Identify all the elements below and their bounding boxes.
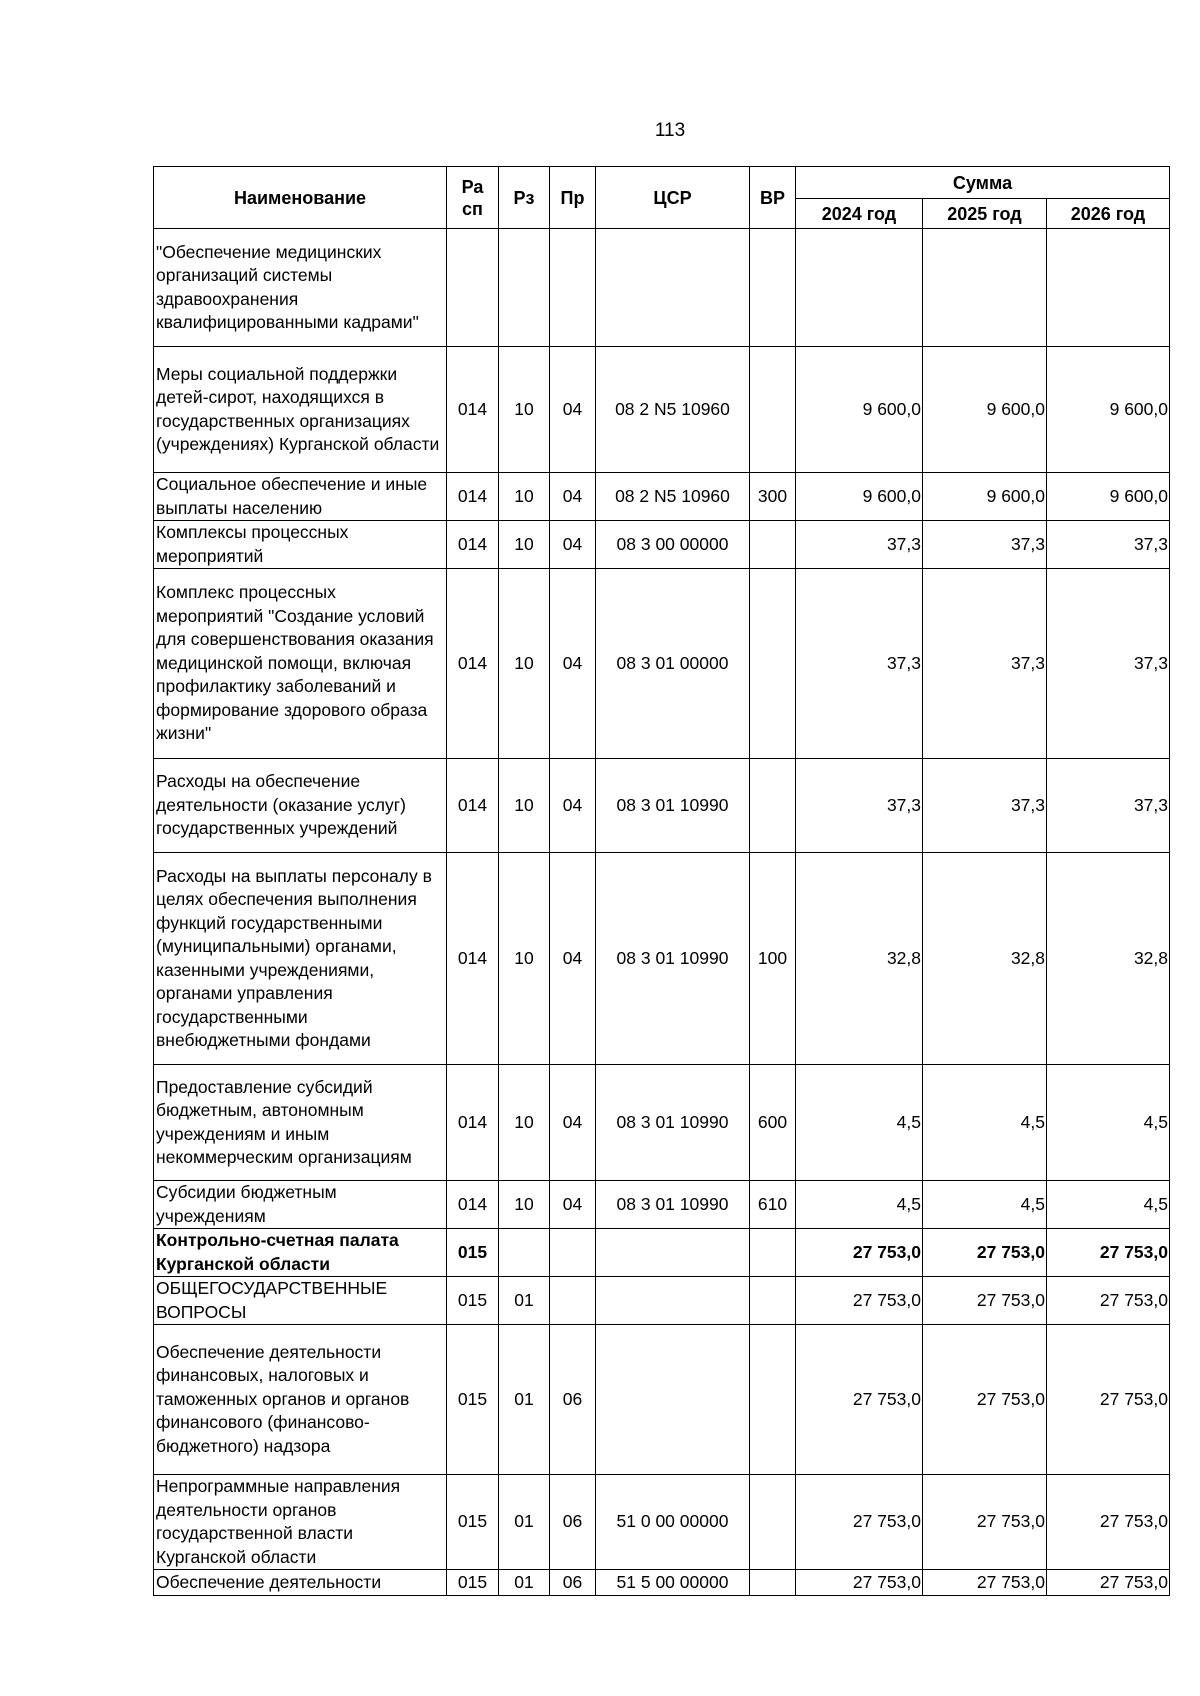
header-rasp <box>447 167 499 229</box>
cell-sum-2026: 27 753,0 <box>1047 1277 1170 1325</box>
cell-csr <box>596 1277 750 1325</box>
header-pr: Пр <box>550 167 596 229</box>
cell-sum-2026: 37,3 <box>1047 521 1170 569</box>
cell-sum-2024: 27 753,0 <box>796 1325 923 1475</box>
cell-sum-2025: 27 753,0 <box>923 1475 1047 1570</box>
cell-rz: 10 <box>499 853 550 1065</box>
cell-rasp: 015 <box>447 1325 499 1475</box>
cell-csr: 08 2 N5 10960 <box>596 347 750 473</box>
cell-sum-2024: 32,8 <box>796 853 923 1065</box>
cell-vr <box>750 1570 796 1596</box>
cell-name: Комплексы процессных мероприятий <box>154 521 447 569</box>
table-row <box>154 1570 1170 1596</box>
cell-vr <box>750 569 796 759</box>
cell-rasp: 014 <box>447 473 499 521</box>
cell-rz: 01 <box>499 1325 550 1475</box>
cell-sum-2025: 37,3 <box>923 759 1047 853</box>
header-year-2026: 2026 год <box>1047 199 1170 229</box>
cell-sum-2024: 37,3 <box>796 759 923 853</box>
table-row <box>154 569 1170 759</box>
table-row <box>154 521 1170 569</box>
cell-vr: 600 <box>750 1065 796 1181</box>
cell-rasp: 014 <box>447 569 499 759</box>
cell-name: ОБЩЕГОСУДАРСТВЕННЫЕ ВОПРОСЫ <box>154 1277 447 1325</box>
cell-sum-2024: 27 753,0 <box>796 1229 923 1277</box>
cell-sum-2024 <box>796 229 923 347</box>
cell-sum-2024: 27 753,0 <box>796 1475 923 1570</box>
cell-csr: 08 3 01 10990 <box>596 853 750 1065</box>
cell-sum-2026 <box>1047 229 1170 347</box>
cell-vr <box>750 1277 796 1325</box>
cell-rz: 01 <box>499 1475 550 1570</box>
header-vr: ВР <box>750 167 796 229</box>
cell-sum-2025: 27 753,0 <box>923 1570 1047 1596</box>
table-row <box>154 347 1170 473</box>
cell-sum-2025: 27 753,0 <box>923 1277 1047 1325</box>
cell-sum-2024: 27 753,0 <box>796 1277 923 1325</box>
cell-sum-2025: 27 753,0 <box>923 1229 1047 1277</box>
cell-name: "Обеспечение медицинских организаций системы здравоохранения квалифицированными кадрами" <box>154 229 447 347</box>
cell-rz: 10 <box>499 473 550 521</box>
cell-sum-2025: 37,3 <box>923 521 1047 569</box>
cell-pr: 04 <box>550 521 596 569</box>
cell-pr: 06 <box>550 1325 596 1475</box>
cell-sum-2024: 9 600,0 <box>796 473 923 521</box>
table-row <box>154 759 1170 853</box>
cell-pr: 04 <box>550 569 596 759</box>
cell-vr <box>750 347 796 473</box>
cell-sum-2025: 4,5 <box>923 1181 1047 1229</box>
cell-rz: 01 <box>499 1570 550 1596</box>
cell-sum-2024: 27 753,0 <box>796 1570 923 1596</box>
table-row <box>154 1325 1170 1475</box>
cell-name: Расходы на обеспечение деятельности (оказание услуг) государственных учреждений <box>154 759 447 853</box>
cell-csr <box>596 1229 750 1277</box>
cell-sum-2025: 9 600,0 <box>923 347 1047 473</box>
table-row <box>154 229 1170 347</box>
cell-sum-2026: 4,5 <box>1047 1065 1170 1181</box>
cell-vr <box>750 1325 796 1475</box>
table-row <box>154 473 1170 521</box>
table-row <box>154 1181 1170 1229</box>
cell-sum-2024: 4,5 <box>796 1065 923 1181</box>
cell-rz: 10 <box>499 347 550 473</box>
table-row <box>154 853 1170 1065</box>
cell-rz: 10 <box>499 1065 550 1181</box>
cell-rasp: 015 <box>447 1570 499 1596</box>
header-year-2025: 2025 год <box>923 199 1047 229</box>
cell-pr: 04 <box>550 473 596 521</box>
cell-csr: 08 3 01 00000 <box>596 569 750 759</box>
cell-pr <box>550 229 596 347</box>
cell-name: Меры социальной поддержки детей-сирот, находящихся в государственных организациях (учреждениях) Курганской области <box>154 347 447 473</box>
cell-vr: 300 <box>750 473 796 521</box>
cell-pr: 04 <box>550 1065 596 1181</box>
cell-csr: 08 3 01 10990 <box>596 1181 750 1229</box>
cell-sum-2025: 37,3 <box>923 569 1047 759</box>
header-rasp-line2: сп <box>462 198 483 219</box>
cell-vr <box>750 229 796 347</box>
table-header <box>154 167 1170 229</box>
table-row <box>154 1277 1170 1325</box>
cell-name: Обеспечение деятельности финансовых, налоговых и таможенных органов и органов финансового (финансово-бюджетного) надзора <box>154 1325 447 1475</box>
cell-sum-2025: 32,8 <box>923 853 1047 1065</box>
cell-csr <box>596 1325 750 1475</box>
cell-pr: 04 <box>550 347 596 473</box>
cell-name: Непрограммные направления деятельности органов государственной власти Курганской области <box>154 1475 447 1570</box>
cell-pr: 04 <box>550 853 596 1065</box>
cell-sum-2025: 4,5 <box>923 1065 1047 1181</box>
cell-rasp: 014 <box>447 853 499 1065</box>
cell-vr: 100 <box>750 853 796 1065</box>
cell-name: Социальное обеспечение и иные выплаты населению <box>154 473 447 521</box>
cell-csr: 51 0 00 00000 <box>596 1475 750 1570</box>
cell-sum-2026: 37,3 <box>1047 569 1170 759</box>
cell-vr <box>750 521 796 569</box>
cell-rasp: 014 <box>447 1181 499 1229</box>
cell-rz <box>499 229 550 347</box>
cell-sum-2024: 9 600,0 <box>796 347 923 473</box>
cell-pr <box>550 1229 596 1277</box>
page-number: 113 <box>654 120 686 141</box>
cell-rasp: 015 <box>447 1475 499 1570</box>
cell-sum-2025 <box>923 229 1047 347</box>
cell-sum-2025: 27 753,0 <box>923 1325 1047 1475</box>
cell-vr <box>750 1475 796 1570</box>
cell-pr <box>550 1277 596 1325</box>
cell-csr: 08 3 01 10990 <box>596 1065 750 1181</box>
cell-vr <box>750 1229 796 1277</box>
cell-sum-2026: 9 600,0 <box>1047 473 1170 521</box>
cell-csr: 51 5 00 00000 <box>596 1570 750 1596</box>
cell-sum-2026: 37,3 <box>1047 759 1170 853</box>
cell-sum-2024: 37,3 <box>796 569 923 759</box>
cell-sum-2024: 4,5 <box>796 1181 923 1229</box>
header-name: Наименование <box>154 167 447 229</box>
table-row <box>154 1475 1170 1570</box>
cell-rz: 01 <box>499 1277 550 1325</box>
cell-sum-2026: 27 753,0 <box>1047 1325 1170 1475</box>
table-body <box>154 229 1170 1596</box>
cell-pr: 06 <box>550 1475 596 1570</box>
cell-rz: 10 <box>499 569 550 759</box>
cell-pr: 04 <box>550 759 596 853</box>
cell-rasp: 014 <box>447 521 499 569</box>
cell-name: Обеспечение деятельности <box>154 1570 447 1596</box>
cell-rasp: 014 <box>447 759 499 853</box>
cell-rz <box>499 1229 550 1277</box>
cell-rasp: 015 <box>447 1229 499 1277</box>
header-sum: Сумма <box>796 167 1170 199</box>
cell-sum-2026: 27 753,0 <box>1047 1570 1170 1596</box>
header-rz: Рз <box>499 167 550 229</box>
cell-name: Субсидии бюджетным учреждениям <box>154 1181 447 1229</box>
cell-csr <box>596 229 750 347</box>
cell-sum-2026: 9 600,0 <box>1047 347 1170 473</box>
header-year-2024: 2024 год <box>796 199 923 229</box>
cell-name: Расходы на выплаты персоналу в целях обеспечения выполнения функций государственными (муниципальными) органами, казенными учреждениями, органами управления государственными внебюджетными фондами <box>154 853 447 1065</box>
cell-rz: 10 <box>499 521 550 569</box>
cell-sum-2026: 32,8 <box>1047 853 1170 1065</box>
cell-sum-2026: 27 753,0 <box>1047 1475 1170 1570</box>
header-rasp-line1: Ра <box>461 176 484 197</box>
table-row <box>154 1229 1170 1277</box>
cell-sum-2024: 37,3 <box>796 521 923 569</box>
cell-rasp: 014 <box>447 1065 499 1181</box>
cell-csr: 08 2 N5 10960 <box>596 473 750 521</box>
cell-name: Комплекс процессных мероприятий "Создание условий для совершенствования оказания медицинской помощи, включая профилактику заболеваний и формирование здорового образа жизни" <box>154 569 447 759</box>
cell-sum-2026: 27 753,0 <box>1047 1229 1170 1277</box>
cell-pr: 06 <box>550 1570 596 1596</box>
cell-rasp <box>447 229 499 347</box>
cell-rasp: 014 <box>447 347 499 473</box>
cell-csr: 08 3 00 00000 <box>596 521 750 569</box>
cell-rz: 10 <box>499 759 550 853</box>
cell-name: Предоставление субсидий бюджетным, автономным учреждениям и иным некоммерческим организациям <box>154 1065 447 1181</box>
cell-csr: 08 3 01 10990 <box>596 759 750 853</box>
cell-rz: 10 <box>499 1181 550 1229</box>
budget-table <box>153 166 1170 1596</box>
cell-pr: 04 <box>550 1181 596 1229</box>
cell-name: Контрольно-счетная палата Курганской области <box>154 1229 447 1277</box>
cell-vr <box>750 759 796 853</box>
header-csr: ЦСР <box>596 167 750 229</box>
cell-sum-2025: 9 600,0 <box>923 473 1047 521</box>
cell-vr: 610 <box>750 1181 796 1229</box>
table-row <box>154 1065 1170 1181</box>
cell-sum-2026: 4,5 <box>1047 1181 1170 1229</box>
cell-rasp: 015 <box>447 1277 499 1325</box>
